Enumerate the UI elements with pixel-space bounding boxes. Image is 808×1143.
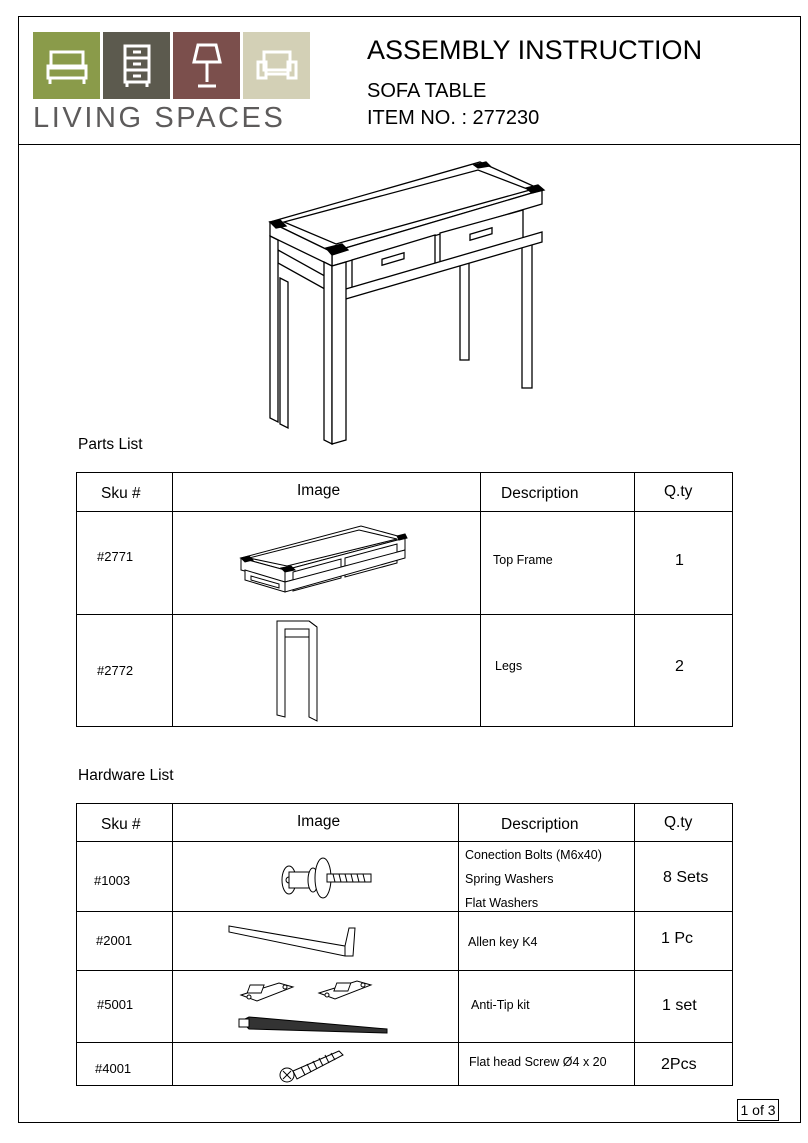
sofa-table-illustration	[260, 160, 550, 450]
description-line: Flat Washers	[465, 896, 539, 910]
description-value: Top Frame	[493, 553, 553, 567]
sku-value: #4001	[95, 1061, 132, 1076]
description-value: Legs	[495, 659, 523, 673]
col-description: Description	[501, 816, 579, 833]
qty-value: 8 Sets	[663, 869, 709, 886]
page-title: ASSEMBLY INSTRUCTION	[367, 35, 703, 65]
description-value: Flat head Screw Ø4 x 20	[469, 1055, 607, 1069]
hardware-header-row	[77, 804, 733, 842]
col-qty: Q.ty	[664, 483, 693, 500]
col-description: Description	[501, 485, 579, 502]
brand-name: LIVING SPACES	[33, 102, 286, 134]
table-row	[77, 912, 733, 971]
lamp-icon	[173, 32, 240, 99]
sku-value: #1003	[94, 873, 131, 888]
qty-value: 1	[675, 552, 684, 569]
page-number: 1 of 3	[737, 1099, 779, 1121]
description-line: Spring Washers	[465, 872, 554, 886]
sku-value: #2771	[97, 549, 134, 564]
nightstand-icon	[103, 32, 170, 99]
description-value: Allen key K4	[468, 935, 538, 949]
table-row	[77, 615, 733, 727]
allen-key-image	[227, 922, 367, 962]
col-sku: Sku #	[101, 816, 141, 833]
header-divider	[18, 144, 801, 145]
qty-value: 1 Pc	[661, 930, 694, 947]
bed-icon	[33, 32, 100, 99]
qty-value: 2	[675, 658, 684, 675]
top-frame-image	[237, 522, 409, 606]
parts-header-row	[77, 473, 733, 512]
description-line: Conection Bolts (M6x40)	[465, 848, 602, 862]
col-sku: Sku #	[101, 485, 141, 502]
table-row	[77, 842, 733, 912]
qty-value: 2Pcs	[661, 1056, 697, 1073]
col-image: Image	[297, 813, 341, 830]
parts-list-label: Parts List	[78, 436, 143, 453]
table-row	[77, 971, 733, 1043]
description-value: Anti-Tip kit	[471, 998, 530, 1012]
flat-head-screw-image	[277, 1047, 347, 1085]
brand-logo	[33, 32, 311, 136]
parts-table	[76, 472, 733, 727]
product-name: SOFA TABLE	[367, 80, 487, 102]
anti-tip-kit-image	[237, 977, 397, 1039]
connection-bolt-image	[277, 852, 377, 902]
item-number: ITEM NO. : 277230	[367, 107, 540, 129]
col-image: Image	[297, 482, 341, 499]
table-row	[77, 1043, 733, 1086]
qty-value: 1 set	[662, 997, 697, 1014]
table-row	[77, 512, 733, 615]
sku-value: #5001	[97, 997, 134, 1012]
hardware-list-label: Hardware List	[78, 767, 174, 784]
armchair-icon	[243, 32, 310, 99]
legs-image	[273, 619, 323, 723]
col-qty: Q.ty	[664, 814, 693, 831]
sku-value: #2001	[96, 933, 133, 948]
hardware-table	[76, 803, 733, 1086]
sku-value: #2772	[97, 663, 134, 678]
